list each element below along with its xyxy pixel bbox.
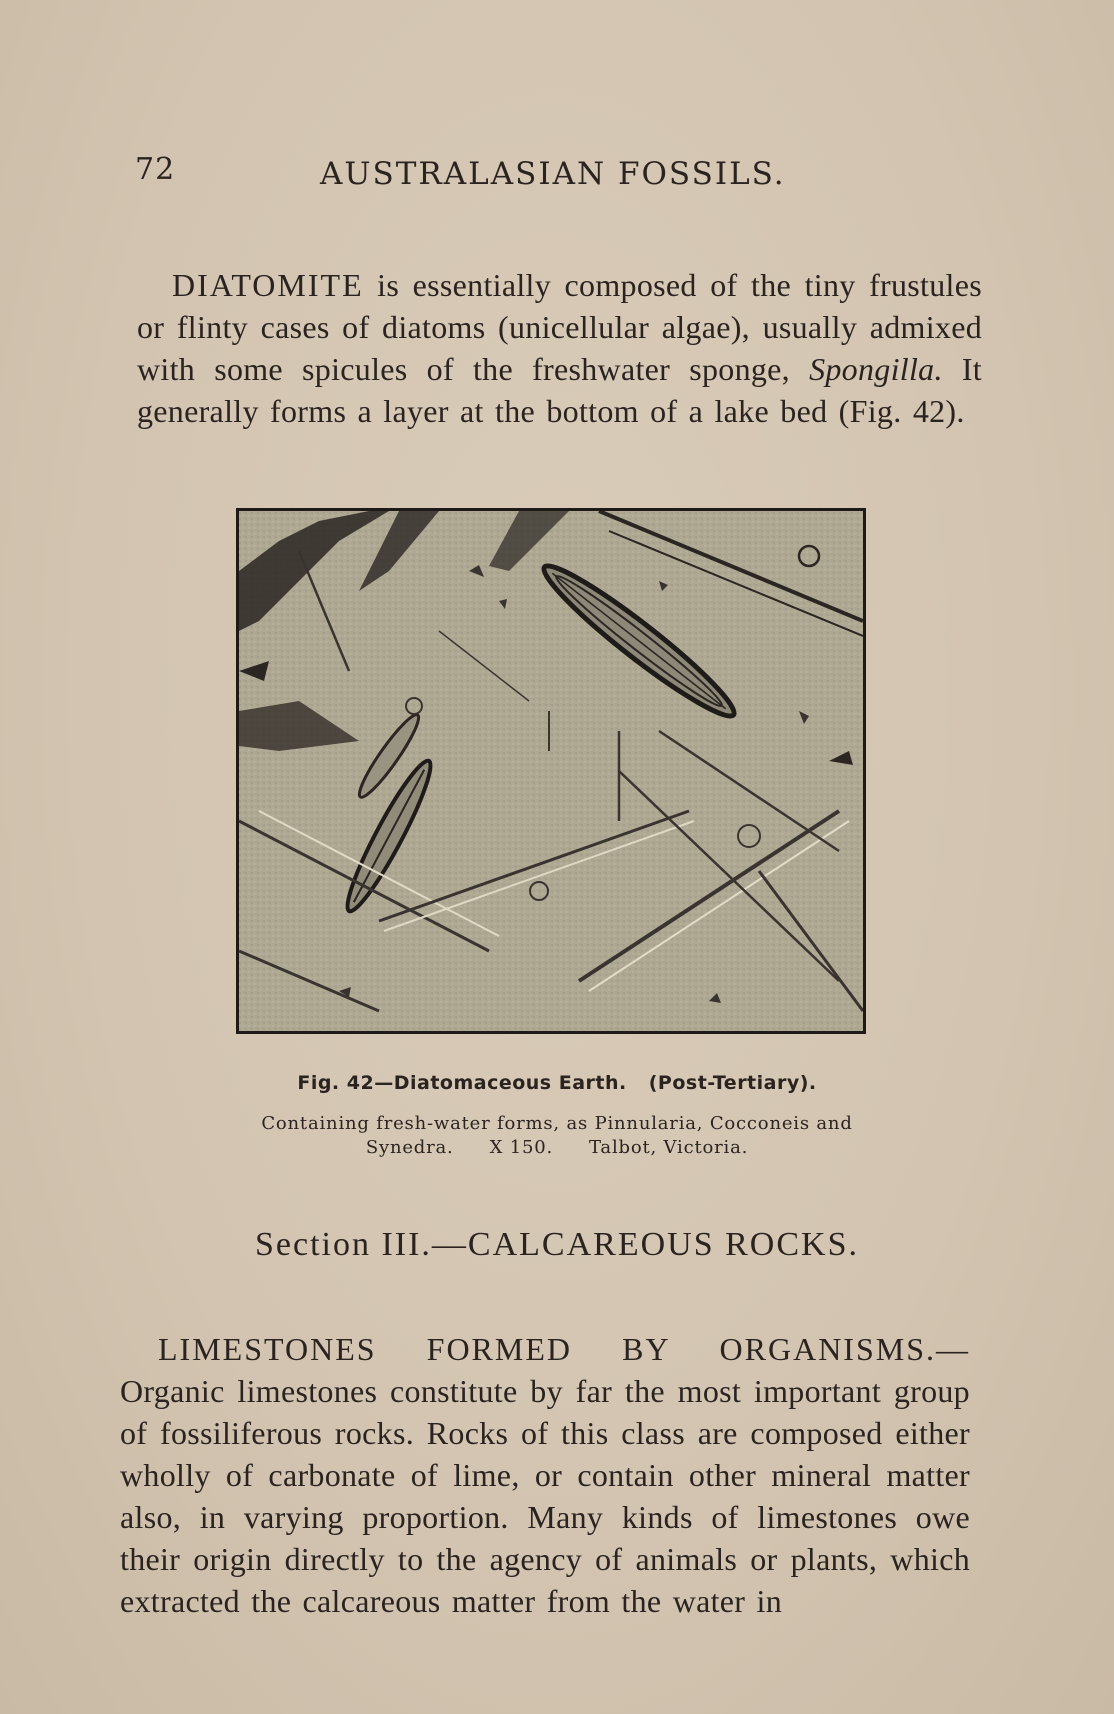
- figure-caption-line2: [150, 1136, 964, 1160]
- diatomite-text-a: is essentially composed of the tiny frustules or flinty cases of diatoms (unicellular algae), usually admixed with some spicules of the freshwater sponge,: [137, 267, 982, 387]
- running-title: AUSTRALASIAN FOSSILS.: [320, 156, 786, 192]
- page-header: [135, 150, 815, 200]
- figure-caption-label: Fig. 42—Diatomaceous Earth.: [297, 1072, 627, 1094]
- figure-caption-period: (Post-Tertiary).: [648, 1072, 817, 1094]
- diatom-micrograph: [236, 508, 866, 1034]
- limestones-text: Organic limestones constitute by far the most important group of fossiliferous rocks. Rocks of this class are composed either wholly of carbonate of lime, or contain other mineral matter also, in varying proportion. Many kinds of limestones owe their origin directly to the agency of animals or plants, which extracted the calcareous matter from the water in: [120, 1373, 970, 1619]
- figure-caption-line1: Containing fresh-water forms, as Pinnularia, Cocconeis and: [261, 1113, 853, 1134]
- figure-caption-magnification: X 150.: [489, 1137, 553, 1158]
- diatomite-lead: DIATOMITE: [172, 267, 364, 303]
- diatomite-text-b: It generally forms a layer at the bottom of a lake bed (Fig. 42).: [137, 351, 982, 429]
- diatom-micrograph-image: [239, 511, 863, 1031]
- figure-caption-genus: Synedra.: [365, 1137, 454, 1158]
- spongilla-italic: Spongilla.: [809, 351, 943, 387]
- limestones-paragraph: [120, 1328, 970, 1622]
- limestones-lead: LIMESTONES FORMED BY ORGANISMS.—: [158, 1331, 970, 1367]
- figure-caption-body: [150, 1112, 964, 1160]
- figure-caption-locality: Talbot, Victoria.: [589, 1137, 749, 1158]
- section-heading: Section III.—CALCAREOUS ROCKS.: [254, 1226, 860, 1263]
- figure-caption-title: [150, 1072, 964, 1094]
- diatomite-paragraph: [137, 264, 982, 432]
- page-number: 72: [135, 152, 176, 187]
